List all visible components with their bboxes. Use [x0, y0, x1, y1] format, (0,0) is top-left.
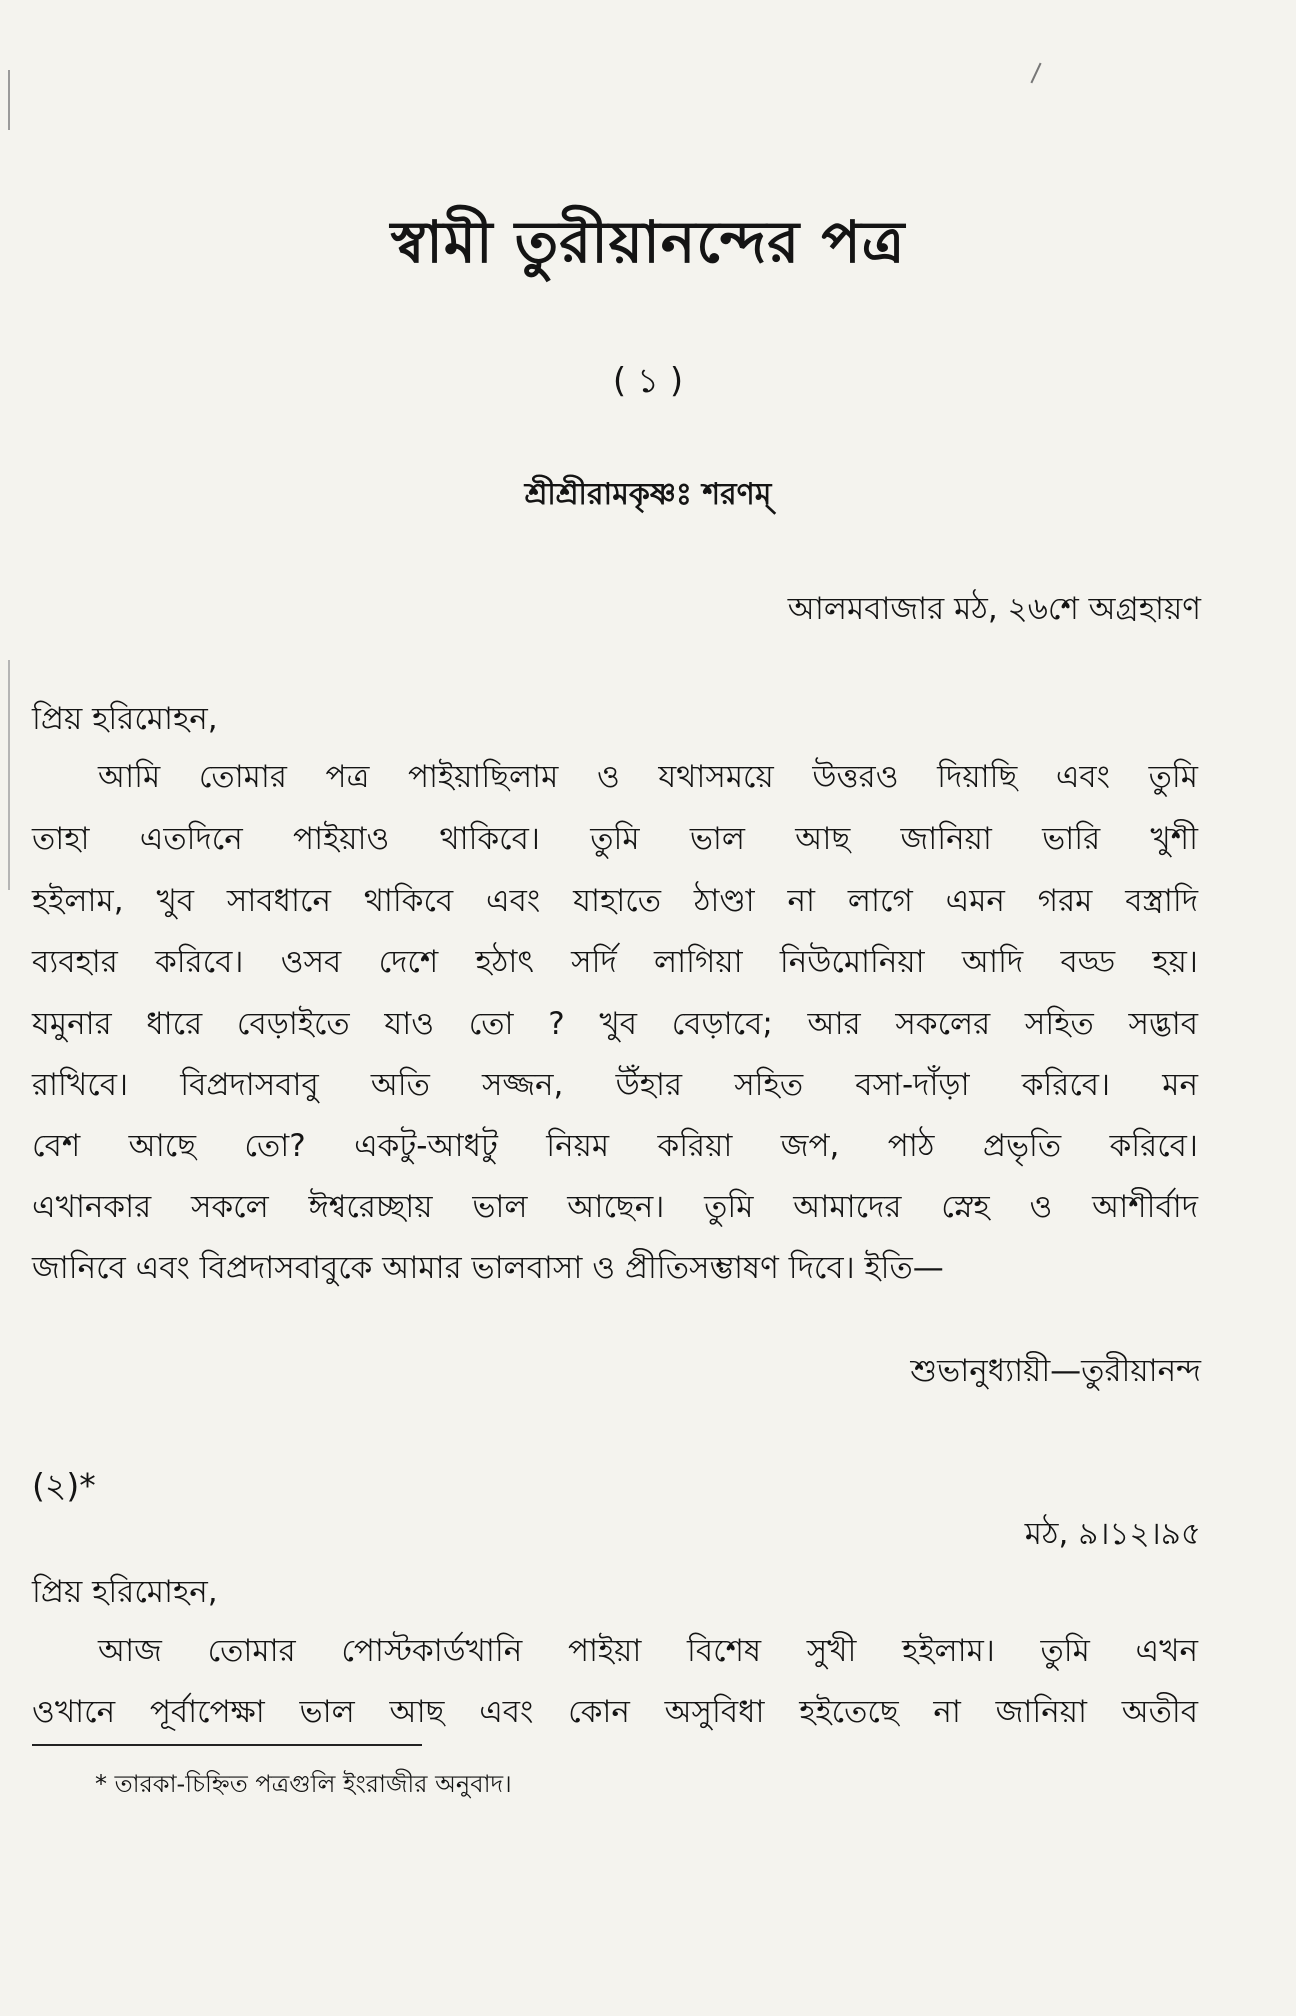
letter-1-place-date: আলমবাজার মঠ, ২৬শে অগ্রহায়ণ	[787, 591, 1201, 627]
pen-mark	[1030, 63, 1041, 84]
scan-edge-mark	[8, 660, 10, 890]
letter-1-invocation: শ্রীশ্রীরামকৃষ্ণঃ শরণম্	[524, 477, 772, 512]
letter-1-signature: শুভানুধ্যায়ী—তুরীয়ানন্দ	[910, 1353, 1201, 1389]
letter-1-line: হইলাম, খুব সাবধানে থাকিবে এবং যাহাতে ঠাণ্ডা না লাগে এমন গরম বস্ত্রাদি	[32, 883, 1198, 919]
letter-1-line: জানিবে এবং বিপ্রদাসবাবুকে আমার ভালবাসা ও প্রীতিসম্ভাষণ দিবে। ইতি—	[32, 1250, 944, 1286]
letter-2-line: আজ তোমার পোস্টকার্ডখানি পাইয়া বিশেষ সুখী হইলাম। তুমি এখন	[98, 1633, 1198, 1669]
footnote: * তারকা-চিহ্নিত পত্রগুলি ইংরাজীর অনুবাদ।	[95, 1770, 512, 1798]
letter-2-salutation: প্রিয় হরিমোহন,	[32, 1574, 218, 1610]
letter-2-line: ওখানে পূর্বাপেক্ষা ভাল আছ এবং কোন অসুবিধা হইতেছে না জানিয়া অতীব	[32, 1694, 1198, 1730]
letter-1-line: রাখিবে। বিপ্রদাসবাবু অতি সজ্জন, উঁহার সহিত বসা-দাঁড়া করিবে। মন	[32, 1067, 1198, 1103]
letter-1-line: তাহা এতদিনে পাইয়াও থাকিবে। তুমি ভাল আছ জানিয়া ভারি খুশী	[32, 821, 1198, 857]
letter-1-number: ( ১ )	[612, 361, 684, 401]
letter-2-number: (২)*	[32, 1466, 96, 1505]
letter-1-line: আমি তোমার পত্র পাইয়াছিলাম ও যথাসময়ে উত্তরও দিয়াছি এবং তুমি	[98, 759, 1198, 795]
footnote-divider	[32, 1744, 422, 1746]
letter-1-salutation: প্রিয় হরিমোহন,	[32, 701, 218, 737]
scan-edge-mark	[8, 70, 10, 130]
letter-1-line: বেশ আছে তো? একটু-আধটু নিয়ম করিয়া জপ, পাঠ প্রভৃতি করিবে।	[32, 1128, 1198, 1164]
letter-1-line: ব্যবহার করিবে। ওসব দেশে হঠাৎ সর্দি লাগিয়া নিউমোনিয়া আদি বড্ড হয়।	[32, 944, 1198, 980]
letter-1-line: এখানকার সকলে ঈশ্বরেচ্ছায় ভাল আছেন। তুমি আমাদের স্নেহ ও আশীর্বাদ	[32, 1189, 1198, 1225]
page-title: স্বামী তুরীয়ানন্দের পত্র	[390, 208, 906, 276]
letter-2-place-date: মঠ, ৯।১২।৯৫	[1024, 1516, 1201, 1552]
letter-1-line: যমুনার ধারে বেড়াইতে যাও তো ? খুব বেড়াবে; আর সকলের সহিত সদ্ভাব	[32, 1006, 1198, 1042]
